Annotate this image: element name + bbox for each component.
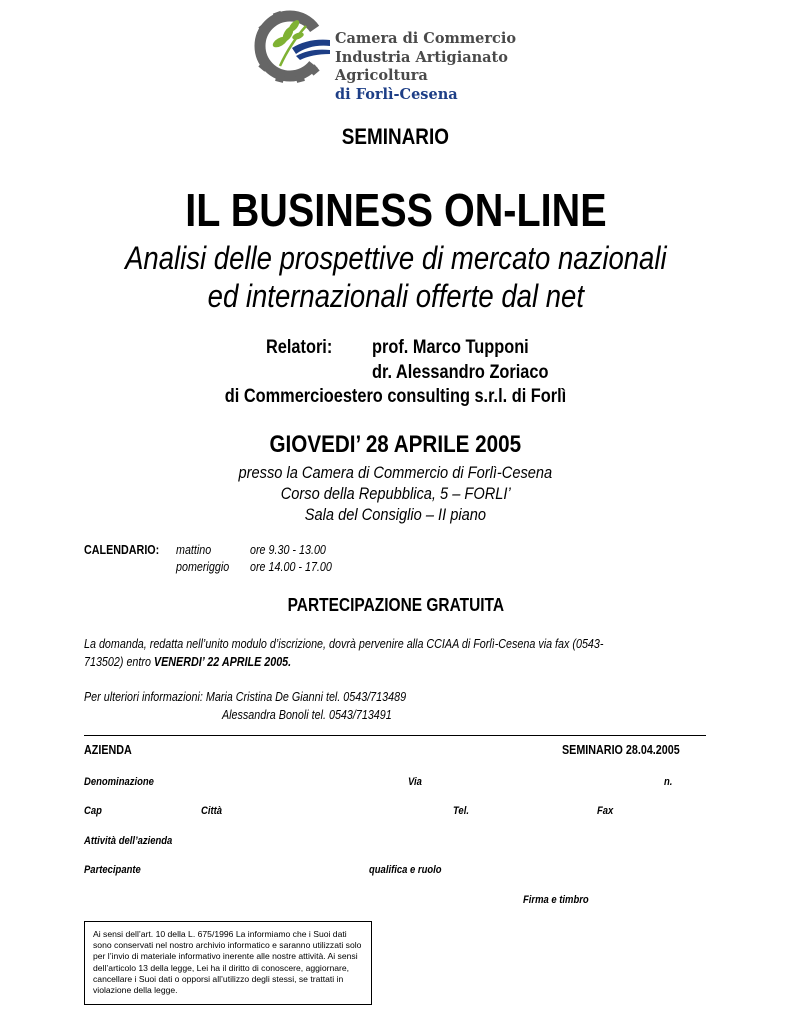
info-line-1: Per ulteriori informazioni: Maria Cristina De Gianni tel. 0543/713489 xyxy=(84,690,407,704)
registration-deadline: VENERDI’ 22 APRILE 2005. xyxy=(153,655,292,669)
privacy-line-1: Ai sensi dell’art. 10 della L. 675/1996 La informiamo che i Suoi dati xyxy=(93,929,347,939)
morning-label: mattino xyxy=(176,543,212,557)
field-partecipante[interactable]: Partecipante xyxy=(84,864,141,876)
registration-line-1: La domanda, redatta nell’unito modulo d’iscrizione, dovrà pervenire alla CCIAA di Forlì-Cesena via fax (0543- xyxy=(84,637,604,651)
seminar-reference: SEMINARIO 28.04.2005 xyxy=(562,743,680,757)
speakers-label: Relatori: xyxy=(266,337,333,358)
field-firma[interactable]: Firma e timbro xyxy=(523,894,589,906)
schedule-label: CALENDARIO: xyxy=(84,543,160,557)
afternoon-label: pomeriggio xyxy=(176,560,230,574)
logo-line-4: di Forlì-Cesena xyxy=(335,85,458,103)
venue-line-2: Corso della Repubblica, 5 – FORLI’ xyxy=(280,484,511,503)
privacy-line-5: cancellare i Suoi dati o opporsi all’utilizzo degli stessi, se trattati in xyxy=(93,973,344,984)
privacy-line-2: sono conservati nel nostro archivio informatico e saranno utilizzati solo xyxy=(93,940,362,951)
afternoon-time: ore 14.00 - 17.00 xyxy=(250,560,332,574)
subtitle-line-1: Analisi delle prospettive di mercato nazionali xyxy=(124,240,667,276)
morning-time: ore 9.30 - 13.00 xyxy=(250,543,326,557)
company-heading: AZIENDA xyxy=(84,743,132,757)
speaker-1: prof. Marco Tupponi xyxy=(372,337,529,358)
privacy-line-3: per l’invio di materiale informativo inerente alle nostre attività. Ai sensi xyxy=(93,951,358,962)
participation-heading: PARTECIPAZIONE GRATUITA xyxy=(287,595,504,615)
field-citta[interactable]: Città xyxy=(201,805,223,817)
info-line-2: Alessandra Bonoli tel. 0543/713491 xyxy=(222,708,392,722)
event-date: GIOVEDI’ 28 APRILE 2005 xyxy=(269,431,522,458)
speaker-2: dr. Alessandro Zoriaco xyxy=(372,362,549,383)
seminar-kicker: SEMINARIO xyxy=(341,124,450,149)
registration-line-2 xyxy=(84,655,291,669)
form-separator xyxy=(84,735,706,736)
logo-line-1: Camera di Commercio xyxy=(335,30,517,47)
subtitle-line-2: ed internazionali offerte dal net xyxy=(207,278,584,314)
logo-line-2: Industria Artigianato xyxy=(335,48,508,66)
privacy-line-6: violazione della legge. xyxy=(93,985,178,996)
registration-line-2-prefix: 713502) entro xyxy=(84,655,154,669)
field-cap[interactable]: Cap xyxy=(84,805,102,817)
field-qualifica[interactable]: qualifica e ruolo xyxy=(369,864,442,876)
field-denominazione[interactable]: Denominazione xyxy=(84,776,154,788)
venue-line-3: Sala del Consiglio – II piano xyxy=(304,505,487,524)
field-numero[interactable]: n. xyxy=(664,776,673,788)
field-via[interactable]: Via xyxy=(408,776,422,788)
privacy-line-4: dell’articolo 13 della legge, Lei ha il diritto di conoscere, aggiornare, xyxy=(93,962,350,973)
chamber-emblem-icon xyxy=(250,4,332,86)
field-tel[interactable]: Tel. xyxy=(453,805,469,817)
venue-line-1: presso la Camera di Commercio di Forlì-Cesena xyxy=(238,463,553,482)
privacy-notice xyxy=(84,921,372,1005)
logo-line-3: Agricoltura xyxy=(335,67,428,84)
seminar-title: IL BUSINESS ON-LINE xyxy=(184,184,607,236)
speakers-company: di Commercioestero consulting s.r.l. di Forlì xyxy=(224,386,567,407)
field-fax[interactable]: Fax xyxy=(597,805,614,817)
field-attivita[interactable]: Attività dell’azienda xyxy=(84,835,173,847)
